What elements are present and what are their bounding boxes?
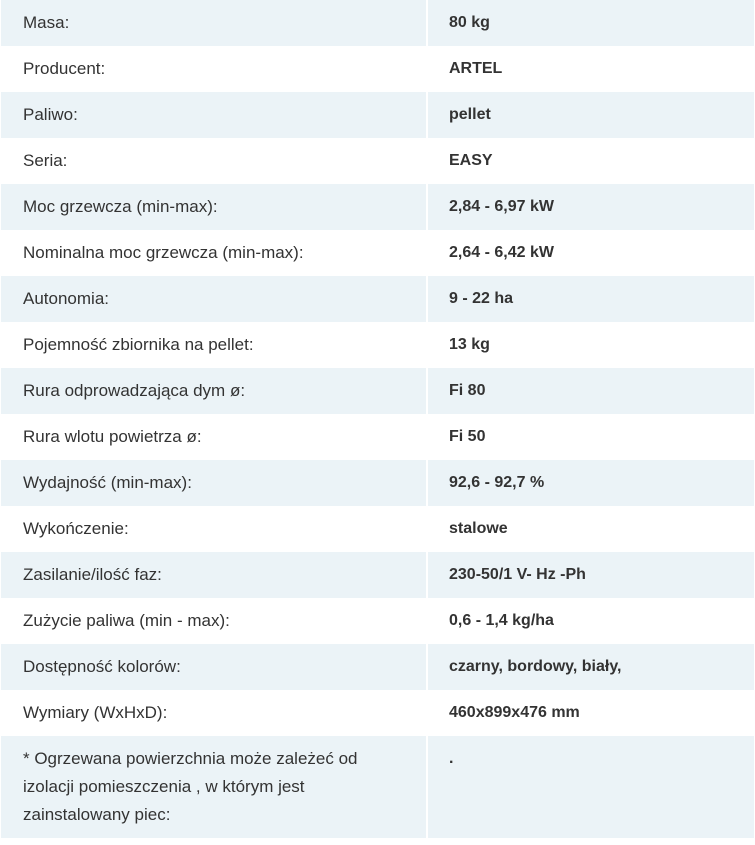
- spec-row-zasilanie: [1, 552, 754, 598]
- footnote-value: .: [427, 736, 754, 838]
- spec-label: Masa:: [1, 0, 427, 46]
- spec-value: 230-50/1 V- Hz -Ph: [427, 552, 754, 598]
- spec-row-nominalna-moc: [1, 230, 754, 276]
- spec-row-paliwo: [1, 92, 754, 138]
- spec-label: Pojemność zbiornika na pellet:: [1, 322, 427, 368]
- spec-value: 2,84 - 6,97 kW: [427, 184, 754, 230]
- spec-label: Wykończenie:: [1, 506, 427, 552]
- spec-label: Rura wlotu powietrza ø:: [1, 414, 427, 460]
- spec-value: 460x899x476 mm: [427, 690, 754, 736]
- spec-value: Fi 50: [427, 414, 754, 460]
- spec-row-zuzycie-paliwa: [1, 598, 754, 644]
- spec-label: Autonomia:: [1, 276, 427, 322]
- spec-row-moc-grzewcza: [1, 184, 754, 230]
- spec-row-producent: [1, 46, 754, 92]
- spec-value: 2,64 - 6,42 kW: [427, 230, 754, 276]
- spec-label: Producent:: [1, 46, 427, 92]
- spec-label: Rura odprowadzająca dym ø:: [1, 368, 427, 414]
- spec-label: Nominalna moc grzewcza (min-max):: [1, 230, 427, 276]
- spec-row-autonomia: [1, 276, 754, 322]
- spec-value: 13 kg: [427, 322, 754, 368]
- spec-value: stalowe: [427, 506, 754, 552]
- spec-value: czarny, bordowy, biały,: [427, 644, 754, 690]
- footnote-text: * Ogrzewana powierzchnia może zależeć od izolacji pomieszczenia , w którym jest zainstalowany piec:: [1, 736, 427, 838]
- spec-label: Seria:: [1, 138, 427, 184]
- spec-value: 0,6 - 1,4 kg/ha: [427, 598, 754, 644]
- spec-value: 9 - 22 ha: [427, 276, 754, 322]
- spec-value: EASY: [427, 138, 754, 184]
- spec-value: ARTEL: [427, 46, 754, 92]
- spec-value: Fi 80: [427, 368, 754, 414]
- spec-label: Paliwo:: [1, 92, 427, 138]
- spec-row-kolory: [1, 644, 754, 690]
- specification-table-body: [1, 0, 754, 838]
- spec-label: Wydajność (min-max):: [1, 460, 427, 506]
- spec-row-wymiary: [1, 690, 754, 736]
- spec-label: Dostępność kolorów:: [1, 644, 427, 690]
- spec-row-rura-powietrze: [1, 414, 754, 460]
- spec-label: Moc grzewcza (min-max):: [1, 184, 427, 230]
- spec-row-seria: [1, 138, 754, 184]
- spec-row-pojemnosc-zbiornika: [1, 322, 754, 368]
- spec-label: Zużycie paliwa (min - max):: [1, 598, 427, 644]
- spec-value: 92,6 - 92,7 %: [427, 460, 754, 506]
- spec-value: pellet: [427, 92, 754, 138]
- spec-label: Zasilanie/ilość faz:: [1, 552, 427, 598]
- spec-value: 80 kg: [427, 0, 754, 46]
- spec-label: Wymiary (WxHxD):: [1, 690, 427, 736]
- spec-row-wykonczenie: [1, 506, 754, 552]
- specification-table: [1, 0, 755, 838]
- spec-row-rura-dym: [1, 368, 754, 414]
- spec-row-masa: [1, 0, 754, 46]
- spec-row-note: [1, 736, 754, 838]
- spec-row-wydajnosc: [1, 460, 754, 506]
